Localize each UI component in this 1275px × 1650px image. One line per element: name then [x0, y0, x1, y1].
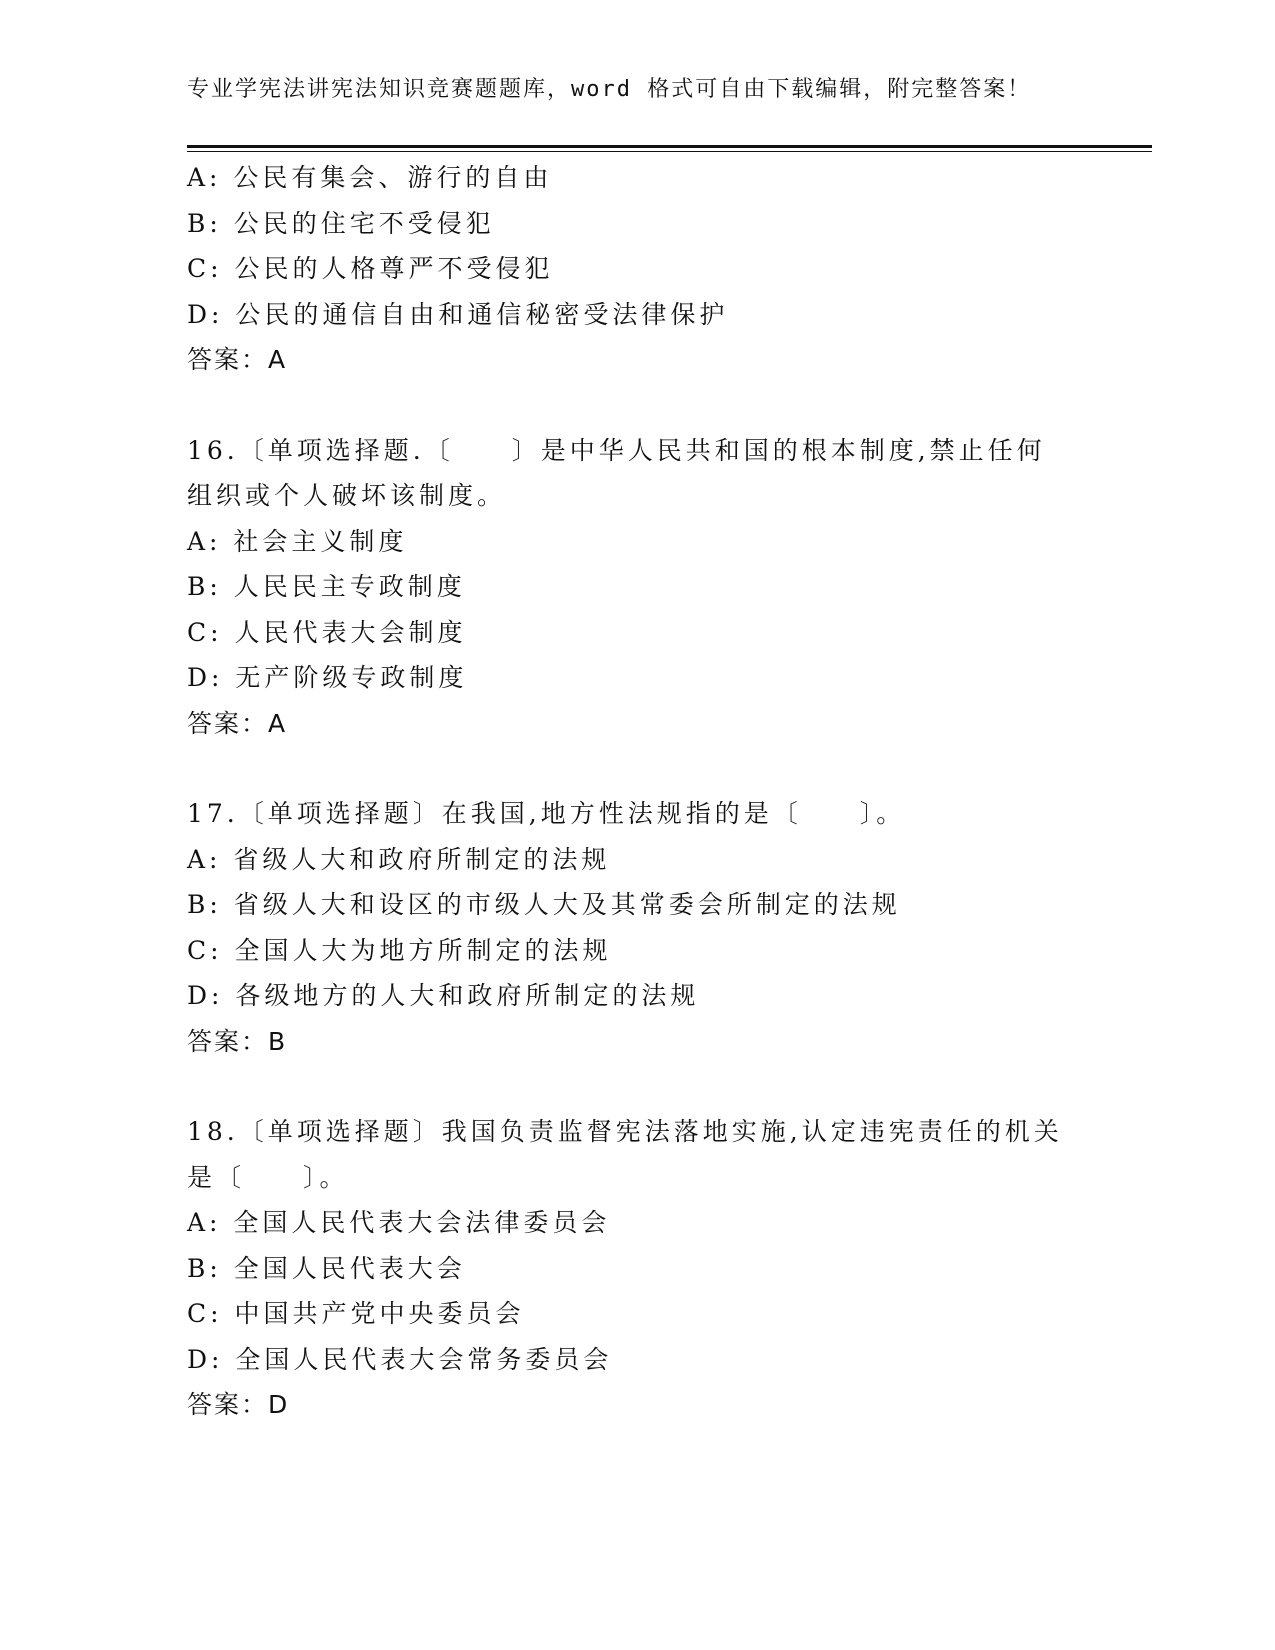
option-key: B: — [187, 890, 222, 919]
option-text: 公民有集会、游行的自由 — [221, 163, 553, 192]
option-b — [187, 201, 1087, 247]
option-text: 公民的通信自由和通信秘密受法律保护 — [223, 299, 729, 329]
question-block — [187, 1109, 1087, 1428]
option-b — [187, 882, 1087, 928]
question-block — [187, 791, 1087, 1064]
option-text: 人民民主专政制度 — [221, 572, 466, 601]
option-key: D: — [187, 1344, 224, 1374]
option-key: D: — [187, 299, 224, 329]
option-text: 社会主义制度 — [221, 526, 408, 556]
spacer — [187, 1064, 1087, 1109]
option-text: 全国人民代表大会常务委员会 — [223, 1344, 613, 1374]
option-key: A: — [187, 1208, 222, 1237]
option-key: B: — [187, 208, 222, 238]
option-text: 人民代表大会制度 — [222, 617, 467, 647]
option-text: 公民的人格尊严不受侵犯 — [222, 254, 554, 283]
option-d — [187, 1337, 1087, 1383]
option-text: 全国人民代表大会 — [221, 1253, 466, 1283]
answer-line: 答案：A — [187, 708, 288, 738]
option-b — [187, 1246, 1087, 1292]
option-c — [187, 928, 1087, 974]
option-text: 全国人大为地方所制定的法规 — [222, 935, 612, 965]
option-a — [187, 837, 1087, 883]
option-c — [187, 610, 1087, 656]
answer-line: 答案：D — [187, 1390, 290, 1419]
option-d — [187, 292, 1087, 338]
option-c — [187, 1291, 1087, 1337]
option-key: A: — [187, 844, 222, 874]
option-c — [187, 246, 1087, 292]
option-a — [187, 155, 1087, 201]
spacer — [187, 383, 1087, 428]
option-key: A: — [187, 526, 222, 556]
option-a — [187, 519, 1087, 565]
option-key: C: — [187, 254, 223, 283]
option-text: 各级地方的人大和政府所制定的法规 — [223, 981, 700, 1010]
question-block — [187, 428, 1087, 747]
option-b — [187, 564, 1087, 610]
option-key: C: — [187, 1299, 223, 1328]
page-header: 专业学宪法讲宪法知识竞赛题题库，word 格式可自由下载编辑，附完整答案！ — [187, 77, 1032, 102]
question-block — [187, 155, 1087, 383]
option-key: B: — [187, 1253, 222, 1283]
option-text: 中国共产党中央委员会 — [222, 1299, 525, 1328]
question-stem: 18.〔单项选择题〕我国负责监督宪法落地实施,认定违宪责任的机关是〔 〕。 — [187, 1117, 1063, 1192]
option-key: C: — [187, 935, 223, 965]
option-text: 省级人大和政府所制定的法规 — [221, 844, 611, 874]
option-key: D: — [187, 981, 224, 1010]
option-key: B: — [187, 572, 222, 601]
option-text: 公民的住宅不受侵犯 — [221, 208, 495, 238]
question-list — [187, 155, 1087, 1428]
option-key: C: — [187, 617, 223, 647]
answer-line: 答案：A — [187, 345, 288, 374]
header-rule-thin — [187, 151, 1152, 152]
option-a — [187, 1200, 1087, 1246]
header-rule-thick — [187, 145, 1152, 148]
option-text: 全国人民代表大会法律委员会 — [221, 1208, 611, 1237]
option-text: 省级人大和设区的市级人大及其常委会所制定的法规 — [221, 890, 901, 919]
spacer — [187, 746, 1087, 791]
option-d — [187, 655, 1087, 701]
option-key: D: — [187, 663, 224, 692]
answer-line: 答案：B — [187, 1026, 288, 1056]
question-stem: 16.〔单项选择题.〔 〕是中华人民共和国的根本制度,禁止任何组织或个人破坏该制度。 — [187, 435, 1046, 510]
option-key: A: — [187, 163, 222, 192]
option-text: 无产阶级专政制度 — [223, 663, 468, 692]
option-d — [187, 973, 1087, 1019]
question-stem: 17.〔单项选择题〕在我国,地方性法规指的是〔 〕。 — [187, 799, 906, 828]
